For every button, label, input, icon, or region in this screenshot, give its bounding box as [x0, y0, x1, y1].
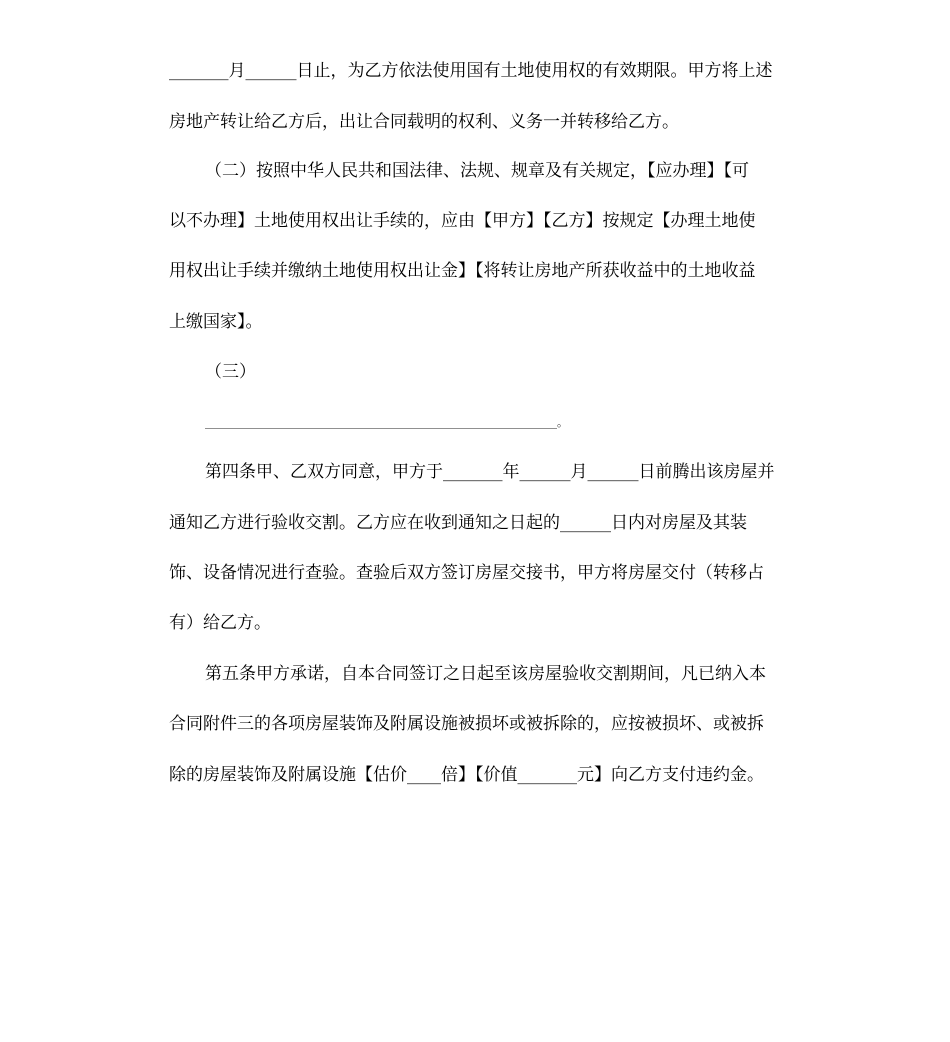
blank-fill-line: ________________________________________________________________。	[205, 416, 568, 429]
text-line-1: _______月______日止，为乙方依法使用国有土地使用权的有效期限。甲方将上述	[169, 61, 773, 81]
text-line-14: 合同附件三的各项房屋装饰及附属设施被损坏或被拆除的，应按被损坏、或被拆	[169, 714, 764, 734]
text-line-3: （二）按照中华人民共和国法律、法规、规章及有关规定，【应办理】【可	[205, 161, 749, 181]
text-line-6: 上缴国家】。	[169, 312, 263, 332]
text-line-10: 通知乙方进行验收交割。乙方应在收到通知之日起的______日内对房屋及其装	[169, 513, 747, 533]
text-line-9: 第四条甲、乙双方同意，甲方于_______年______月______日前腾出该房屋并	[205, 462, 775, 482]
text-line-15: 除的房屋装饰及附属设施【估价____倍】【价值_______元】向乙方支付违约金。	[169, 765, 764, 785]
text-line-11: 饰、设备情况进行查验。查验后双方签订房屋交接书，甲方将房屋交付（转移占	[169, 563, 764, 583]
text-line-13: 第五条甲方承诺，自本合同签订之日起至该房屋验收交割期间，凡已纳入本	[205, 664, 766, 684]
text-line-2: 房地产转让给乙方后，出让合同载明的权利、义务一并转移给乙方。	[169, 112, 679, 132]
text-line-5: 用权出让手续并缴纳土地使用权出让金】【将转让房地产所获收益中的土地收益	[169, 261, 756, 281]
text-line-4: 以不办理】土地使用权出让手续的，应由【甲方】【乙方】按规定【办理土地使	[169, 211, 756, 231]
text-line-7: （三）	[205, 362, 256, 382]
text-line-12: 有）给乙方。	[169, 613, 271, 633]
